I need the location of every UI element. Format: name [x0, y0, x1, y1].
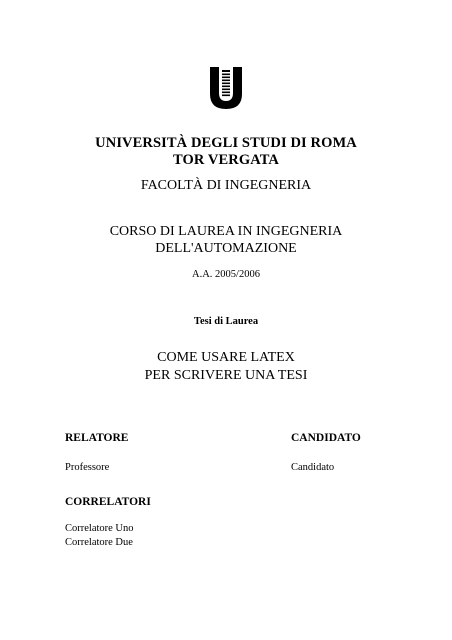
candidato-label: CANDIDATO	[291, 432, 361, 444]
thesis-title-line1: COME USARE LATEX	[157, 350, 295, 365]
correlatore-name: Correlatore Uno	[65, 523, 134, 534]
course-name-line2: DELL'AUTOMAZIONE	[155, 241, 297, 256]
correlatori-label: CORRELATORI	[65, 496, 151, 508]
thesis-type: Tesi di Laurea	[193, 316, 259, 327]
candidato-name: Candidato	[291, 462, 335, 473]
relatore-label: RELATORE	[65, 432, 129, 444]
relatore-name: Professore	[65, 462, 110, 473]
university-name-line1: UNIVERSITÀ DEGLI STUDI DI ROMA	[95, 135, 357, 151]
university-name-line2: TOR VERGATA	[173, 152, 279, 168]
correlatore-name: Correlatore Due	[65, 537, 133, 548]
academic-year: A.A. 2005/2006	[192, 269, 260, 280]
university-seal-icon	[208, 66, 244, 110]
faculty-name: FACOLTÀ DI INGEGNERIA	[140, 178, 312, 193]
course-name-line1: CORSO DI LAUREA IN INGEGNERIA	[109, 224, 343, 239]
thesis-title-line2: PER SCRIVERE UNA TESI	[144, 368, 308, 383]
